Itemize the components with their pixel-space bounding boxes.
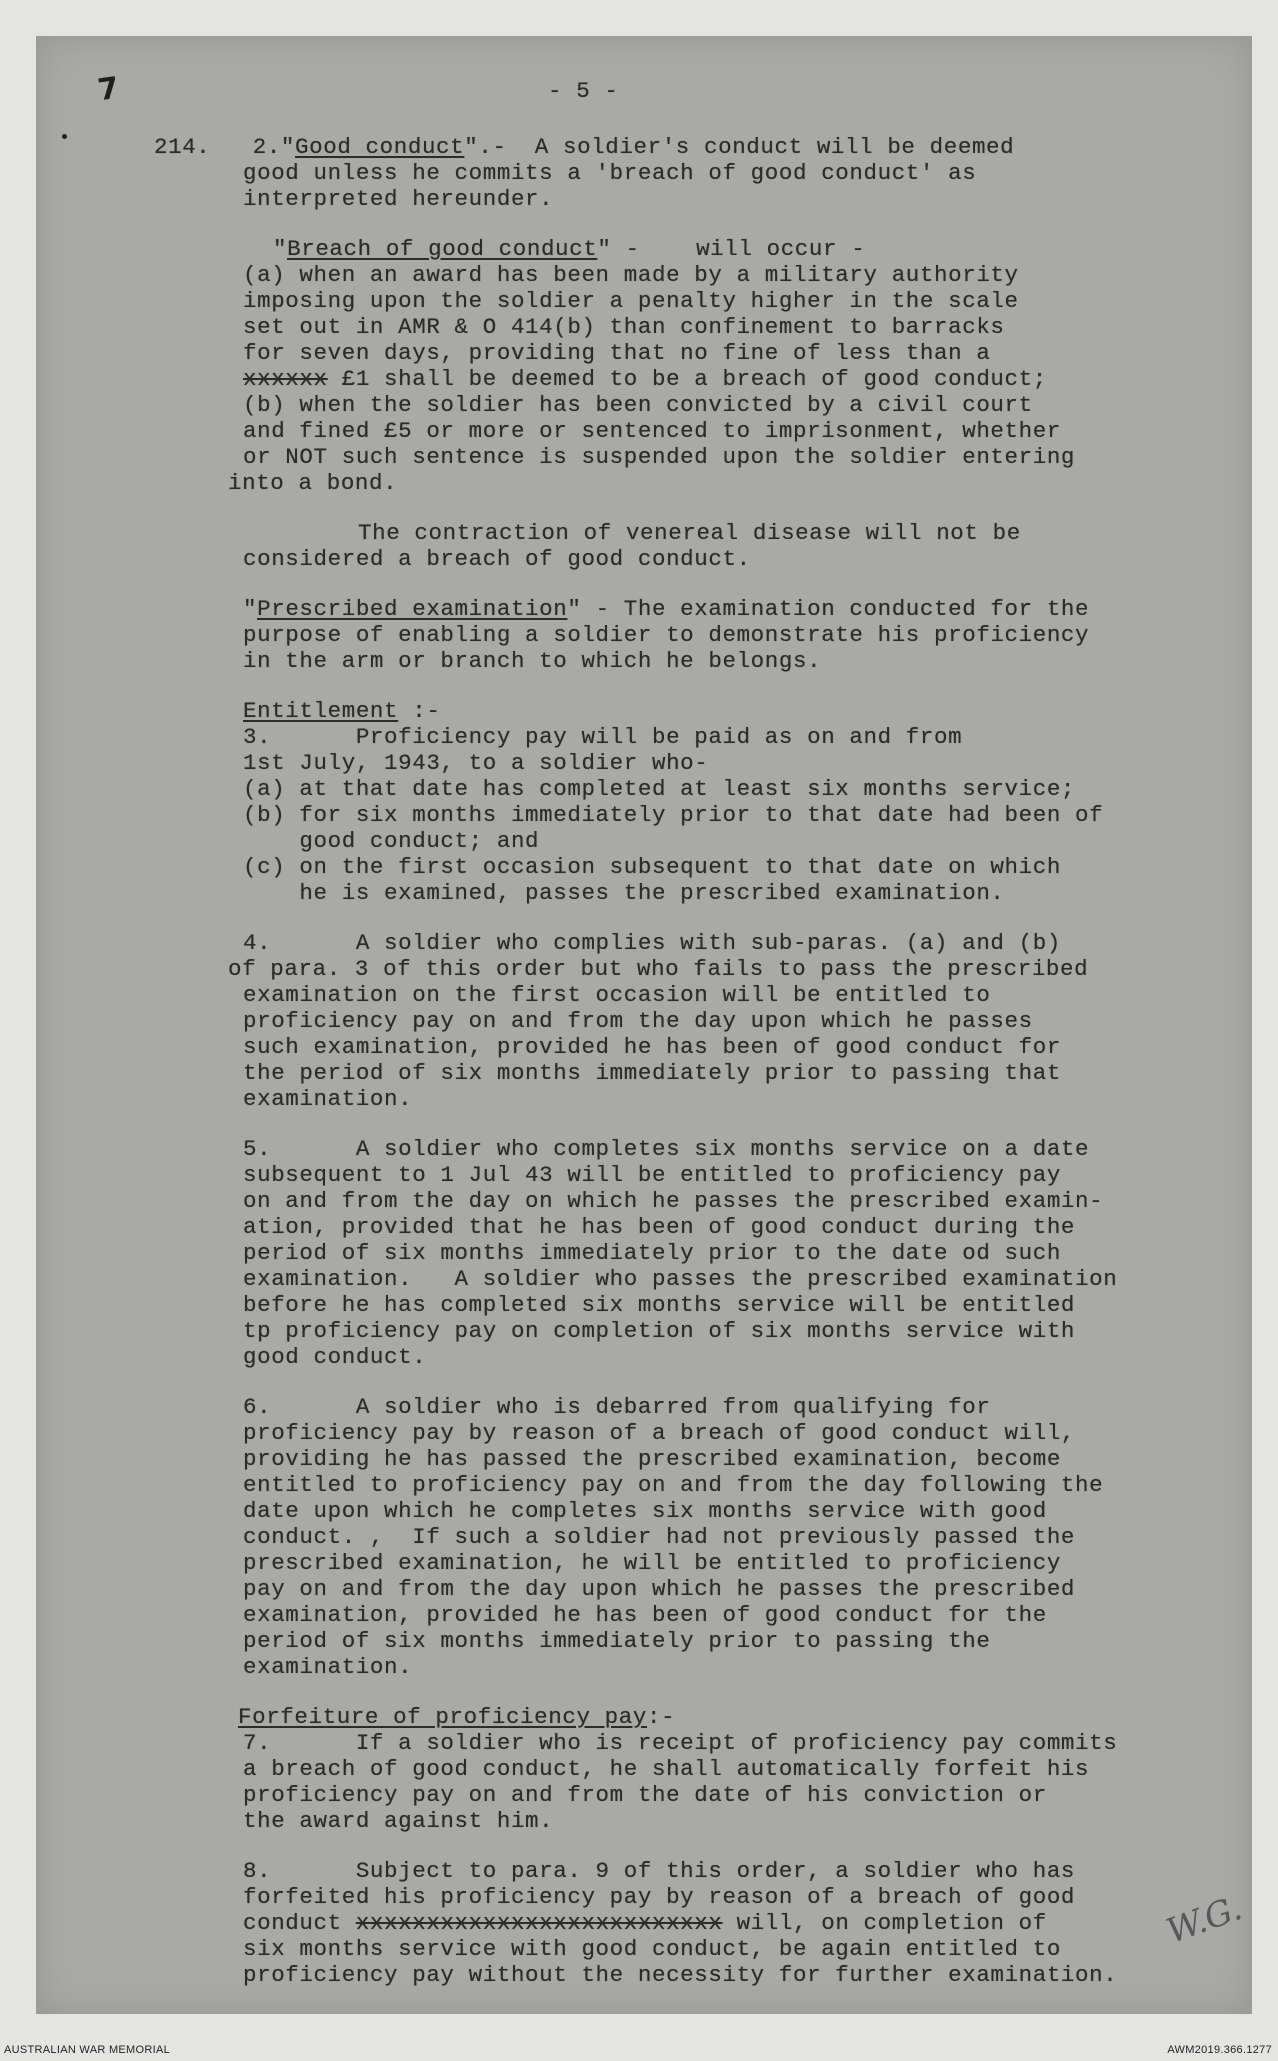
text-line: (c) on the first occasion subsequent to that date on which	[243, 854, 1061, 880]
text-line: 8. Subject to para. 9 of this order, a soldier who has	[243, 1858, 1076, 1884]
text-line: examination. A soldier who passes the prescribed examination	[243, 1266, 1118, 1292]
text-line: of para. 3 of this order but who fails to pass the prescribed	[228, 956, 1089, 982]
text-line: set out in AMR & O 414(b) than confinement to barracks	[243, 314, 1005, 340]
text-line: (b) for six months immediately prior to that date had been of	[243, 802, 1104, 828]
text-line: into a bond.	[228, 470, 398, 496]
text-line: conduct xxxxxxxxxxxxxxxxxxxxxxxxxx will, on completion of	[243, 1910, 1047, 1936]
text-line: proficiency pay without the necessity for further examination.	[243, 1962, 1118, 1988]
text-line: conduct. , If such a soldier had not previously passed the	[243, 1524, 1076, 1550]
text-line: 6. A soldier who is debarred from qualifying for	[243, 1394, 991, 1420]
text-line: six months service with good conduct, be again entitled to	[243, 1936, 1061, 1962]
text-line: (a) when an award has been made by a military authority	[243, 262, 1019, 288]
text-line: a breach of good conduct, he shall automatically forfeit his	[243, 1756, 1090, 1782]
text-line: or NOT such sentence is suspended upon the soldier entering	[243, 444, 1076, 470]
text-line: Forfeiture of proficiency pay:-	[238, 1704, 676, 1730]
text-line: date upon which he completes six months service with good	[243, 1498, 1047, 1524]
text-line: in the arm or branch to which he belongs.	[243, 648, 822, 674]
text-line: examination, provided he has been of good conduct for the	[243, 1602, 1047, 1628]
text-line: on and from the day on which he passes the prescribed examin-	[243, 1188, 1104, 1214]
text-line: prescribed examination, he will be entitled to proficiency	[243, 1550, 1061, 1576]
text-line: Entitlement :-	[243, 698, 441, 724]
text-line: pay on and from the day upon which he passes the prescribed	[243, 1576, 1076, 1602]
text-line: before he has completed six months service will be entitled	[243, 1292, 1076, 1318]
page-number: - 5 -	[548, 78, 619, 104]
text-line: 214. 2."Good conduct".- A soldier's conduct will be deemed	[154, 134, 1015, 160]
text-line: purpose of enabling a soldier to demonstrate his proficiency	[243, 622, 1090, 648]
text-line: good unless he commits a 'breach of good conduct' as	[243, 160, 977, 186]
text-line: the period of six months immediately prior to passing that	[243, 1060, 1061, 1086]
text-line: imposing upon the soldier a penalty higher in the scale	[243, 288, 1019, 314]
text-line: period of six months immediately prior to the date od such	[243, 1240, 1061, 1266]
text-line: The contraction of venereal disease will not be	[358, 520, 1021, 546]
ink-dot	[62, 134, 67, 139]
text-line: good conduct; and	[243, 828, 540, 854]
text-line: (b) when the soldier has been convicted by a civil court	[243, 392, 1033, 418]
text-line: for seven days, providing that no fine of less than a	[243, 340, 991, 366]
text-line: proficiency pay on and from the day upon which he passes	[243, 1008, 1033, 1034]
handwritten-initials: W.G.	[1161, 1888, 1248, 1952]
text-line: the award against him.	[243, 1808, 554, 1834]
text-line: 4. A soldier who complies with sub-paras. (a) and (b)	[243, 930, 1061, 956]
corner-check-mark: 7	[95, 70, 122, 109]
text-line: considered a breach of good conduct.	[243, 546, 751, 572]
text-line: 3. Proficiency pay will be paid as on and from	[243, 724, 963, 750]
text-line: proficiency pay on and from the date of his conviction or	[243, 1782, 1047, 1808]
text-line: forfeited his proficiency pay by reason of a breach of good	[243, 1884, 1076, 1910]
text-line: and fined £5 or more or sentenced to imprisonment, whether	[243, 418, 1061, 444]
text-line: (a) at that date has completed at least six months service;	[243, 776, 1076, 802]
text-line: 1st July, 1943, to a soldier who-	[243, 750, 709, 776]
text-line: good conduct.	[243, 1344, 427, 1370]
text-line: 5. A soldier who completes six months service on a date	[243, 1136, 1090, 1162]
footer-reference-number: AWM2019.366.1277	[1167, 2044, 1272, 2056]
footer-archive-name: AUSTRALIAN WAR MEMORIAL	[4, 2044, 171, 2056]
text-line: examination.	[243, 1654, 413, 1680]
text-line: examination on the first occasion will be entitled to	[243, 982, 991, 1008]
text-line: examination.	[243, 1086, 413, 1112]
text-line: entitled to proficiency pay on and from the day following the	[243, 1472, 1104, 1498]
text-line: ation, provided that he has been of good conduct during the	[243, 1214, 1076, 1240]
text-line: xxxxxx £1 shall be deemed to be a breach of good conduct;	[243, 366, 1047, 392]
text-line: tp proficiency pay on completion of six months service with	[243, 1318, 1076, 1344]
text-line: interpreted hereunder.	[243, 186, 554, 212]
text-line: "Prescribed examination" - The examination conducted for the	[243, 596, 1090, 622]
text-line: he is examined, passes the prescribed examination.	[243, 880, 1005, 906]
text-line: providing he has passed the prescribed examination, become	[243, 1446, 1061, 1472]
text-line: period of six months immediately prior to passing the	[243, 1628, 991, 1654]
text-line: proficiency pay by reason of a breach of good conduct will,	[243, 1420, 1076, 1446]
text-line: such examination, provided he has been of good conduct for	[243, 1034, 1061, 1060]
text-line: 7. If a soldier who is receipt of proficiency pay commits	[243, 1730, 1118, 1756]
text-line: "Breach of good conduct" - will occur -	[273, 236, 866, 262]
text-line: subsequent to 1 Jul 43 will be entitled to proficiency pay	[243, 1162, 1061, 1188]
